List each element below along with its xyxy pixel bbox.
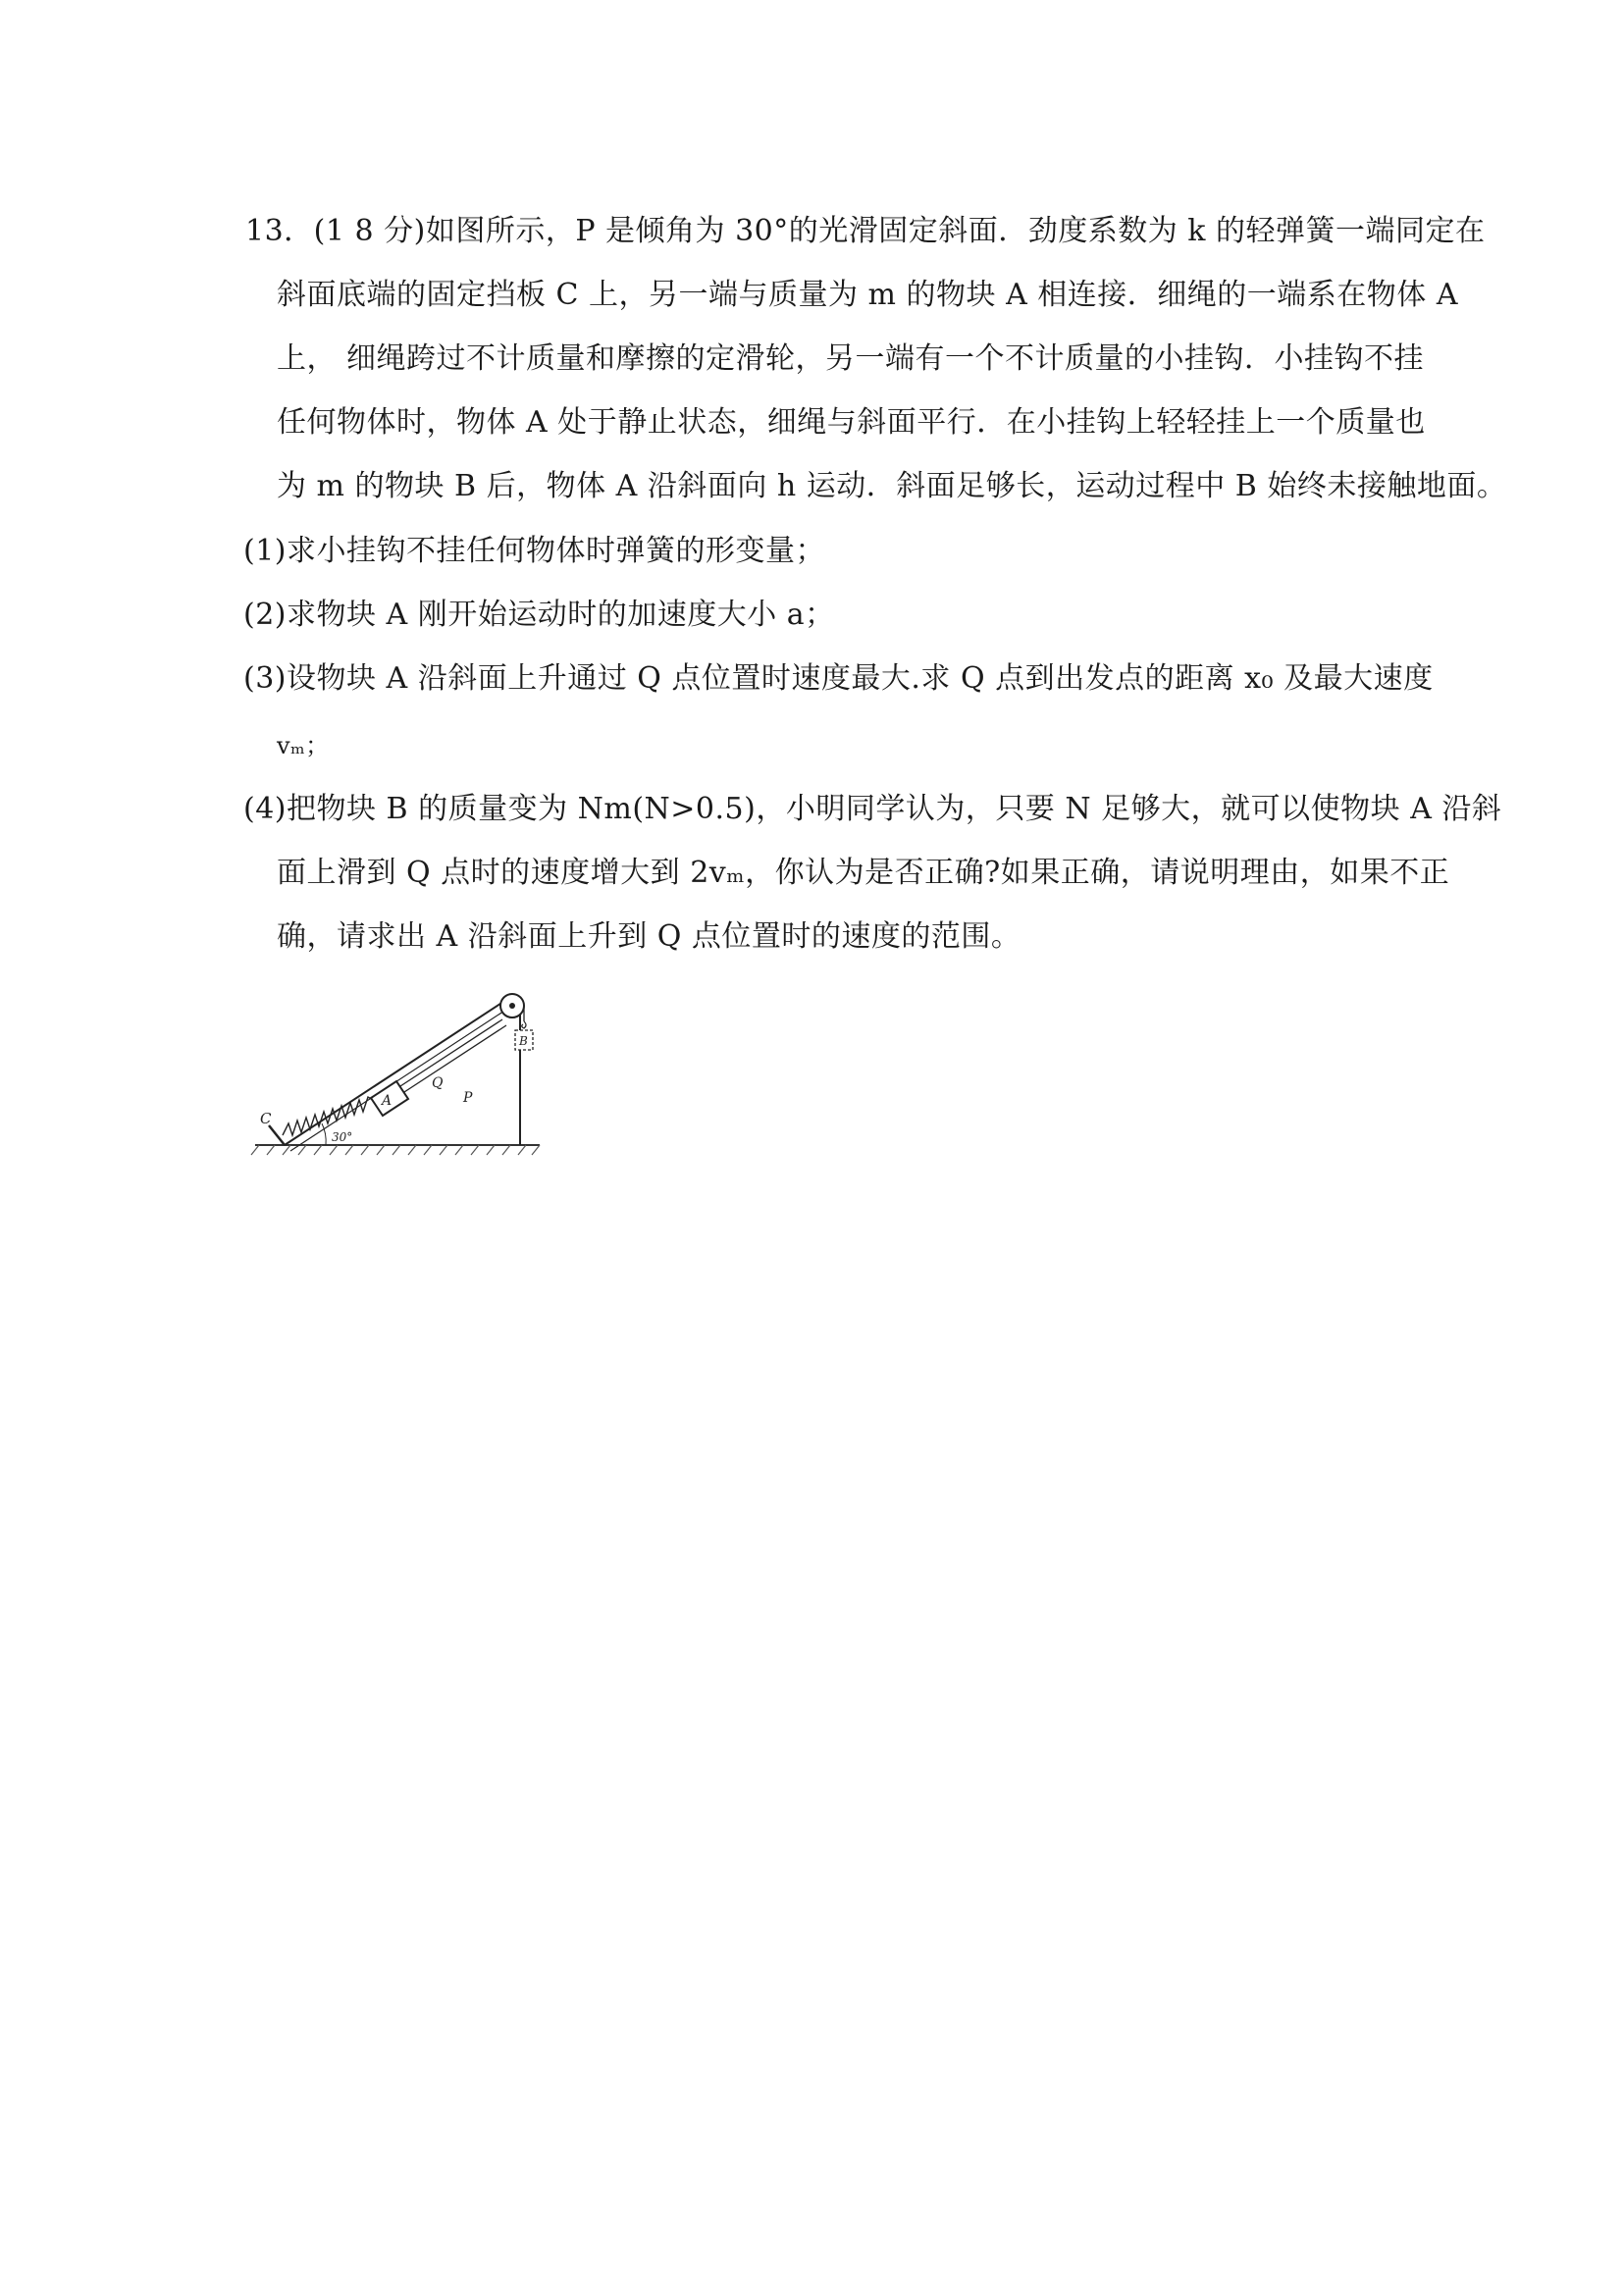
problem-line-4: 任何物体时，物体 A 处于静止状态，细绳与斜面平行．在小挂钩上轻轻挂上一个质量也: [277, 405, 1426, 440]
problem-line-3: 上， 细绳跨过不计质量和摩擦的定滑轮，另一端有一个不计质量的小挂钩．小挂钩不挂: [277, 341, 1425, 376]
label-c: C: [260, 1110, 272, 1127]
problem-line-1: 13．(1 8 分)如图所示，P 是倾角为 30°的光滑固定斜面．劲度系数为 k 的轻弹簧一端同定在: [245, 214, 1486, 248]
incline-surface: [285, 996, 512, 1145]
question-4-line-1: (4)把物块 B 的质量变为 Nm(N>0.5)，小明同学认为，只要 N 足够大，就可以使物块 A 沿斜: [243, 792, 1502, 826]
problem-line-2: 斜面底端的固定挡板 C 上，另一端与质量为 m 的物块 A 相连接．细绳的一端系在物体 A: [277, 278, 1458, 312]
label-q: Q: [432, 1075, 444, 1091]
incline-edge: [290, 1002, 518, 1151]
incline-figure: [245, 976, 599, 1168]
label-p: P: [463, 1090, 473, 1106]
ground-hatching: [251, 1145, 540, 1155]
angle-arc: [322, 1123, 326, 1145]
question-4-line-2: 面上滑到 Q 点时的速度增大到 2vₘ，你认为是否正确?如果正确，请说明理由，如果不正: [277, 856, 1450, 890]
question-1: (1)求小挂钩不挂任何物体时弹簧的形变量；: [243, 534, 825, 568]
question-4-line-3: 确，请求出 A 沿斜面上升到 Q 点位置时的速度的范围。: [277, 919, 1021, 954]
label-a: A: [382, 1093, 393, 1109]
question-3-line-1: (3)设物块 A 沿斜面上升通过 Q 点位置时速度最大.求 Q 点到出发点的距离 x₀ 及最大速度: [243, 661, 1434, 696]
stopper-c: [269, 1125, 285, 1145]
label-angle: 30°: [332, 1130, 353, 1144]
hook-icon: [522, 1021, 526, 1028]
question-2: (2)求物块 A 刚开始运动时的加速度大小 a；: [243, 598, 835, 632]
pulley-axle: [509, 1003, 515, 1009]
rope-incline: [400, 1019, 502, 1086]
problem-line-5: 为 m 的物块 B 后，物体 A 沿斜面向 h 运动．斜面足够长，运动过程中 B 始终未接触地面。: [277, 469, 1507, 503]
question-3-line-2: vₘ；: [277, 732, 330, 759]
rope-incline-2: [404, 1025, 506, 1092]
label-b: B: [519, 1034, 528, 1048]
